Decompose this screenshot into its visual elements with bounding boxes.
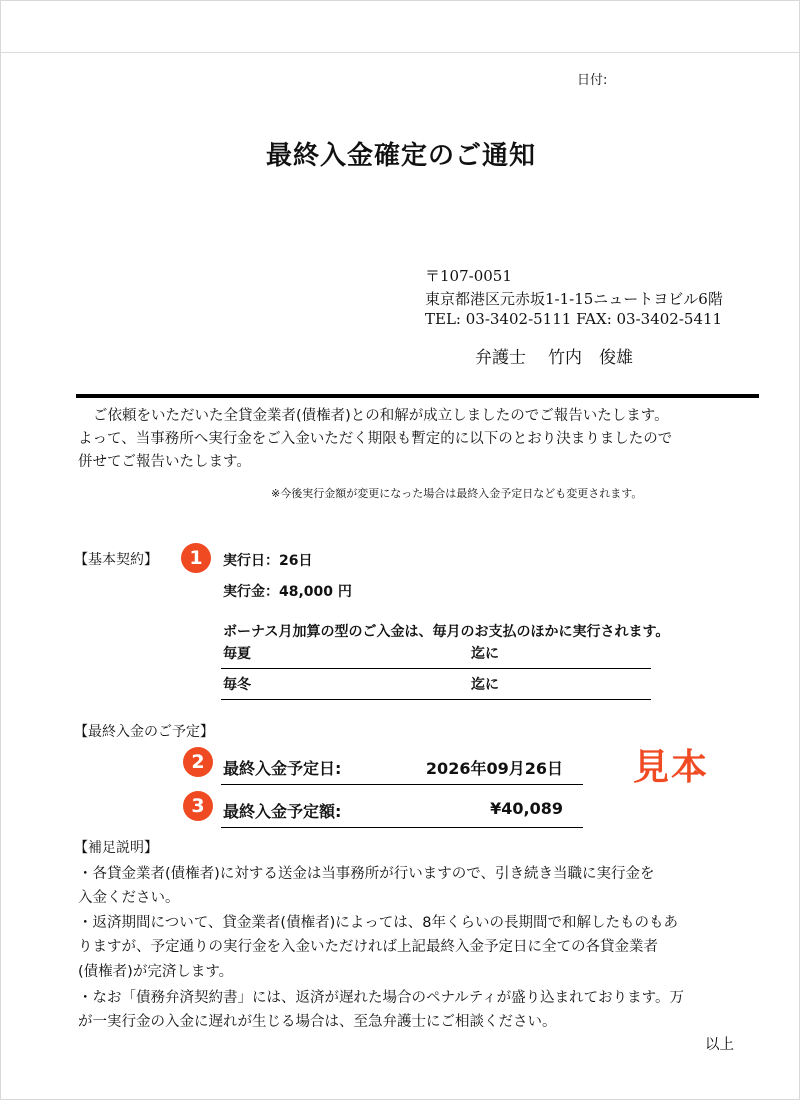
header-divider — [76, 394, 759, 398]
final-amount-label: 最終入金予定額: — [223, 802, 342, 821]
final-amount-row — [221, 788, 583, 828]
final-date-label: 最終入金予定日: — [223, 759, 342, 778]
supplement-line: 入金ください。 — [78, 890, 180, 906]
top-strip — [1, 1, 799, 53]
bonus-row-winter — [221, 670, 651, 700]
closing-mark: 以上 — [705, 1037, 734, 1053]
final-date-row — [221, 745, 583, 785]
supplement-line: (債権者)が完済します。 — [78, 964, 234, 980]
bonus-note: ボーナス月加算の型のご入金は、毎月のお支払のほかに実行されます。 — [223, 624, 670, 640]
sender-address: 東京都港区元赤坂1-1-15ニュートヨビル6階 — [425, 290, 723, 308]
sample-watermark: 見本 — [633, 747, 710, 788]
lawyer-role: 弁護士 — [475, 348, 526, 368]
supplement-line: りますが、予定通りの実行金を入金いただければ上記最終入金予定日に全ての各貸金業者 — [78, 939, 658, 955]
final-date-value: 2026年09月26日 — [425, 759, 563, 778]
step-badge-3: 3 — [183, 791, 213, 821]
sender-contact: TEL: 03-3402-5111 FAX: 03-3402-5411 — [425, 310, 723, 328]
lawyer-signature — [475, 343, 655, 368]
supplement-line: が一実行金の入金に遅れが生じる場合は、至急弁護士にご相談ください。 — [78, 1014, 557, 1030]
change-notice: ※今後実行金額が変更になった場合は最終入金予定日なども変更されます。 — [271, 487, 643, 500]
postal-code: 〒107-0051 — [425, 267, 512, 285]
final-plan-heading: 【最終入金のご予定】 — [74, 724, 214, 740]
date-label: 日付: — [577, 73, 608, 88]
lawyer-name: 竹内 俊雄 — [548, 348, 633, 368]
bonus-row-label: 毎冬 — [223, 677, 251, 693]
execution-amount: 実行金：48,000 円 — [223, 584, 352, 600]
basic-contract-heading: 【基本契約】 — [74, 552, 158, 568]
bonus-row-summer — [221, 639, 651, 669]
supplement-line: ・なお「債務弁済契約書」には、返済が遅れた場合のペナルティが盛り込まれております。万 — [78, 990, 684, 1006]
bonus-row-value: 迄に — [471, 677, 499, 693]
step-badge-2: 2 — [183, 747, 213, 777]
execution-day: 実行日：26日 — [223, 553, 313, 569]
intro-line: よって、当事務所へ実行金をご入金いただく期限も暫定的に以下のとおり決まりましたので — [78, 431, 673, 447]
bonus-row-label: 毎夏 — [223, 646, 251, 662]
step-badge-1: 1 — [181, 543, 211, 573]
supplement-heading: 【補足説明】 — [74, 840, 158, 856]
page-title: 最終入金確定のご通知 — [265, 141, 536, 171]
final-amount-value: ¥40,089 — [490, 799, 563, 818]
intro-line: ご依頼をいただいた全貸金業者(債権者)との和解が成立しましたのでご報告いたします。 — [93, 408, 669, 424]
bonus-row-value: 迄に — [471, 646, 499, 662]
supplement-line: ・返済期間について、貸金業者(債権者)によっては、8年くらいの長期間で和解したものもあ — [78, 915, 678, 931]
supplement-line: ・各貸金業者(債権者)に対する送金は当事務所が行いますので、引き続き当職に実行金を — [78, 866, 655, 882]
intro-line: 併せてご報告いたします。 — [78, 454, 251, 470]
